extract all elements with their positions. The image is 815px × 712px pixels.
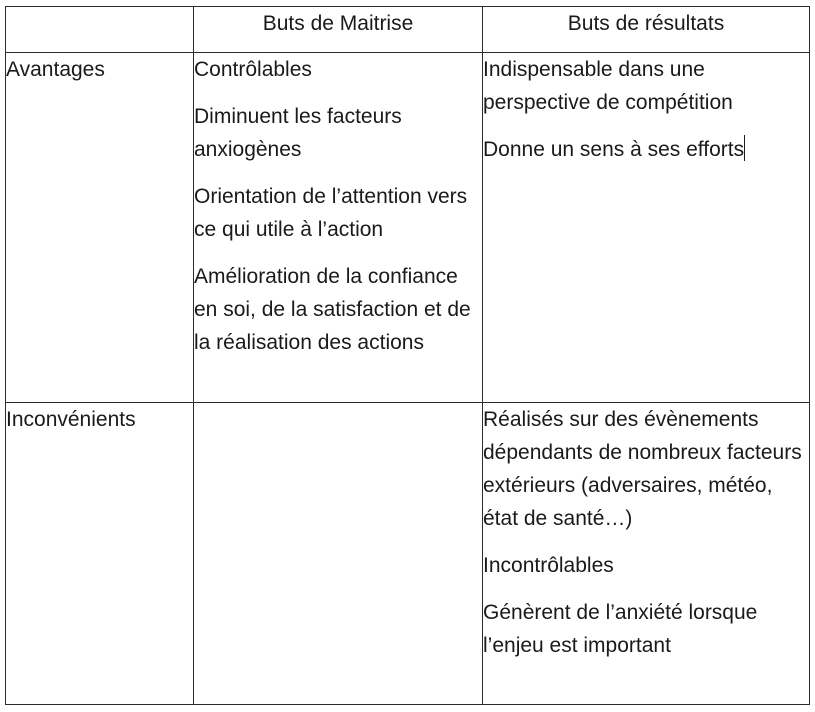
table-header-row xyxy=(6,7,810,53)
row-label-inconvenients: Inconvénients xyxy=(6,403,194,705)
table-row-inconvenients xyxy=(6,403,810,705)
cell-inconvenients-resultats xyxy=(483,403,810,705)
cell-avantages-resultats xyxy=(483,53,810,403)
list-item: Diminuent les facteurs anxiogènes xyxy=(194,105,402,161)
row-label-avantages: Avantages xyxy=(6,53,194,403)
text-cursor xyxy=(744,135,745,161)
list-item-text: Donne un sens à ses efforts xyxy=(483,138,745,161)
list-item: Génèrent de l’anxiété lorsque l’enjeu est important xyxy=(483,601,758,657)
list-item: Orientation de l’attention vers ce qui utile à l’action xyxy=(194,185,468,241)
list-item: Amélioration de la confiance en soi, de la satisfaction et de la réalisation des actions xyxy=(194,265,471,354)
header-buts-de-resultats: Buts de résultats xyxy=(483,7,810,53)
list-item: Contrôlables xyxy=(194,58,312,81)
list-item: Réalisés sur des évènements dépendants de nombreux facteurs extérieurs (adversaires, météo, état de santé…) xyxy=(483,408,802,530)
header-buts-de-maitrise: Buts de Maitrise xyxy=(194,7,483,53)
goals-comparison-table xyxy=(5,6,810,705)
cell-inconvenients-maitrise xyxy=(194,403,483,705)
list-item: Indispensable dans une perspective de compétition xyxy=(483,58,733,114)
list-item: Incontrôlables xyxy=(483,554,614,577)
header-corner-cell xyxy=(6,7,194,53)
cell-avantages-maitrise xyxy=(194,53,483,403)
list-item-with-caret[interactable] xyxy=(483,133,809,166)
table-row-avantages xyxy=(6,53,810,403)
